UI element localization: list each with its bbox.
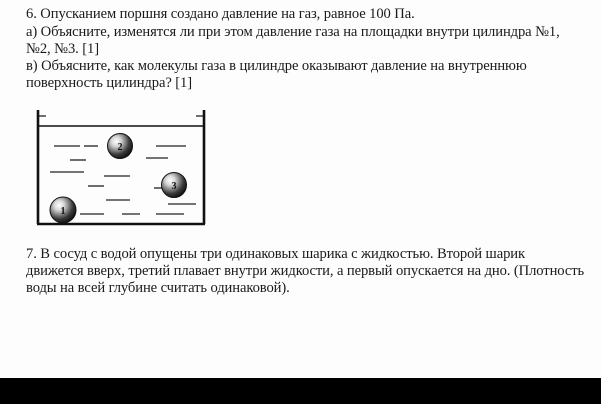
vessel-figure	[36, 106, 206, 232]
question-6-part-b-line-2: поверхность цилиндра? [1]	[26, 75, 192, 91]
question-7-line-3: воды на всей глубине считать одинаковой).	[26, 280, 290, 296]
bottom-black-bar	[0, 378, 601, 404]
question-6-part-b-line-1: в) Объясните, как молекулы газа в цилиндре оказывают давление на внутреннюю	[26, 58, 527, 74]
question-6-title: 6. Опусканием поршня создано давление на газ, равное 100 Па.	[26, 6, 415, 22]
ball-1	[50, 197, 76, 223]
ball-1-label: 1	[60, 206, 66, 217]
question-7-line-1: 7. В сосуд с водой опущены три одинаковых шарика с жидкостью. Второй шарик	[26, 246, 525, 262]
ball-3	[162, 173, 187, 198]
ball-3-label: 3	[171, 181, 177, 192]
question-6-part-a-line-1: а) Объясните, изменятся ли при этом давление газа на площадки внутри цилиндра №1,	[26, 24, 560, 40]
question-6-part-a-line-2: №2, №3. [1]	[26, 41, 99, 57]
question-7-line-2: движется вверх, третий плавает внутри жидкости, а первый опускается на дно. (Плотность	[26, 263, 585, 279]
ball-2	[108, 134, 133, 159]
ball-2-label: 2	[117, 142, 123, 153]
